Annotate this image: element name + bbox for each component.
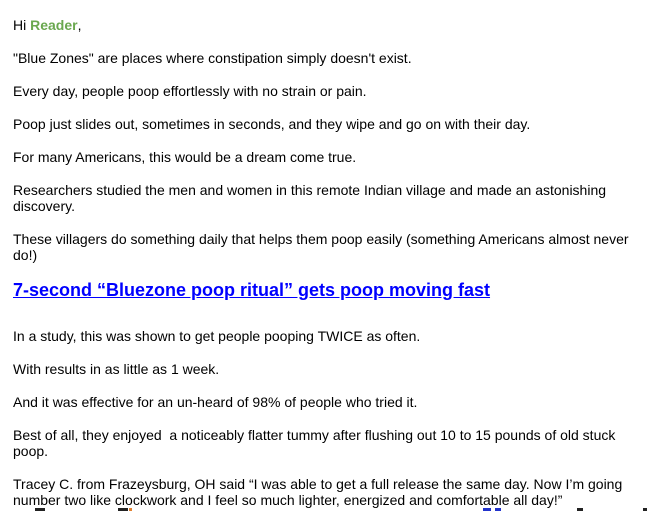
paragraph: "Blue Zones" are places where constipation simply doesn't exist. <box>13 50 412 66</box>
testimonial-paragraph: Tracey C. from Frazeysburg, OH said “I was able to get a full release the same day. Now I’m going number two like clockwork and I feel so much lighter, energized and comfortable all day!” <box>13 476 627 508</box>
greeting-prefix: Hi <box>13 17 31 33</box>
greeting-name: Reader <box>30 17 78 33</box>
paragraph: Poop just slides out, sometimes in seconds, and they wipe and go on with their day. <box>13 116 531 132</box>
headline-wrap <box>13 280 635 302</box>
paragraph: Best of all, they enjoyed a noticeably flatter tummy after flushing out 10 to 15 pounds of old stuck poop. <box>13 427 620 459</box>
headline-link[interactable]: 7-second “Bluezone poop ritual” gets poop moving fast <box>13 280 491 300</box>
paragraph: For many Americans, this would be a dream come true. <box>13 149 357 165</box>
paragraph: Every day, people poop effortlessly with no strain or pain. <box>13 83 367 99</box>
paragraph: Researchers studied the men and women in this remote Indian village and made an astonishing discovery. <box>13 182 610 214</box>
paragraph: These villagers do something daily that helps them poop easily (something Americans almost never do!) <box>13 231 633 263</box>
paragraph: And it was effective for an un-heard of 98% of people who tried it. <box>13 394 418 410</box>
greeting-comma: , <box>77 17 82 33</box>
paragraph: With results in as little as 1 week. <box>13 361 220 377</box>
greeting <box>13 17 635 33</box>
paragraph: In a study, this was shown to get people pooping TWICE as often. <box>13 328 421 344</box>
